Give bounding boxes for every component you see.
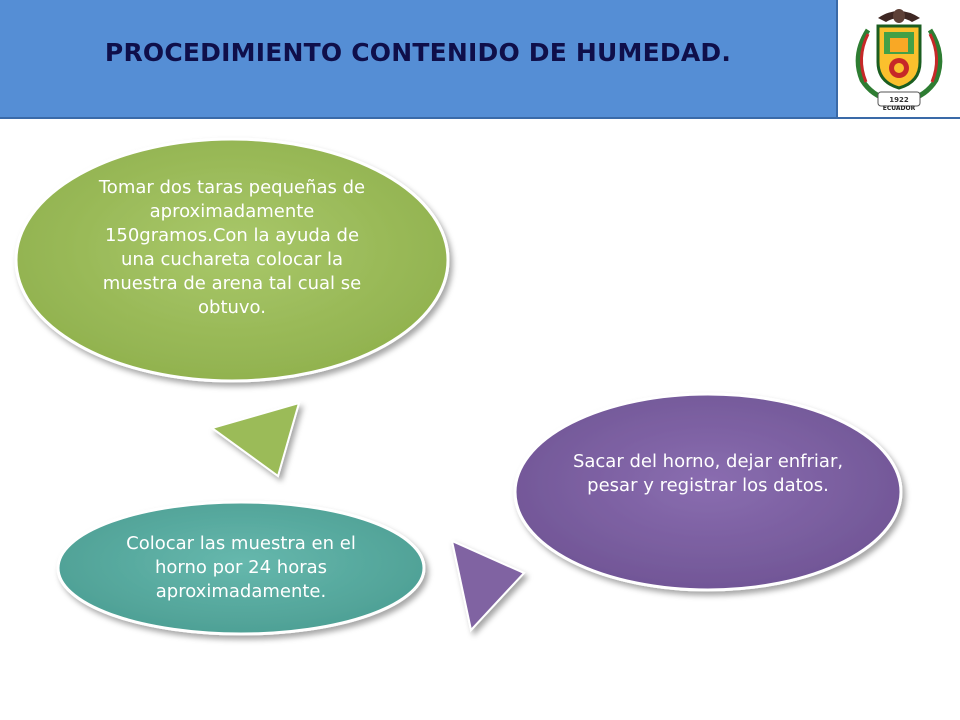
arrow-to-step-1 xyxy=(212,403,299,476)
step-1-text: Tomar dos taras pequeñas de aproximadamente 150gramos.Con la ayuda de una cuchareta colocar la muestra de arena tal cual se obtuvo. xyxy=(98,177,366,318)
logo-year: 1922 xyxy=(889,96,909,104)
step-3-text: Colocar las muestra en el horno por 24 horas aproximadamente. xyxy=(126,533,356,602)
step-2-text: Sacar del horno, dejar enfriar, pesar y registrar los datos. xyxy=(572,451,844,496)
page-title: PROCEDIMIENTO CONTENIDO DE HUMEDAD. xyxy=(104,38,732,67)
logo-country: ECUADOR xyxy=(882,105,916,112)
arrow-to-step-2 xyxy=(452,541,524,630)
